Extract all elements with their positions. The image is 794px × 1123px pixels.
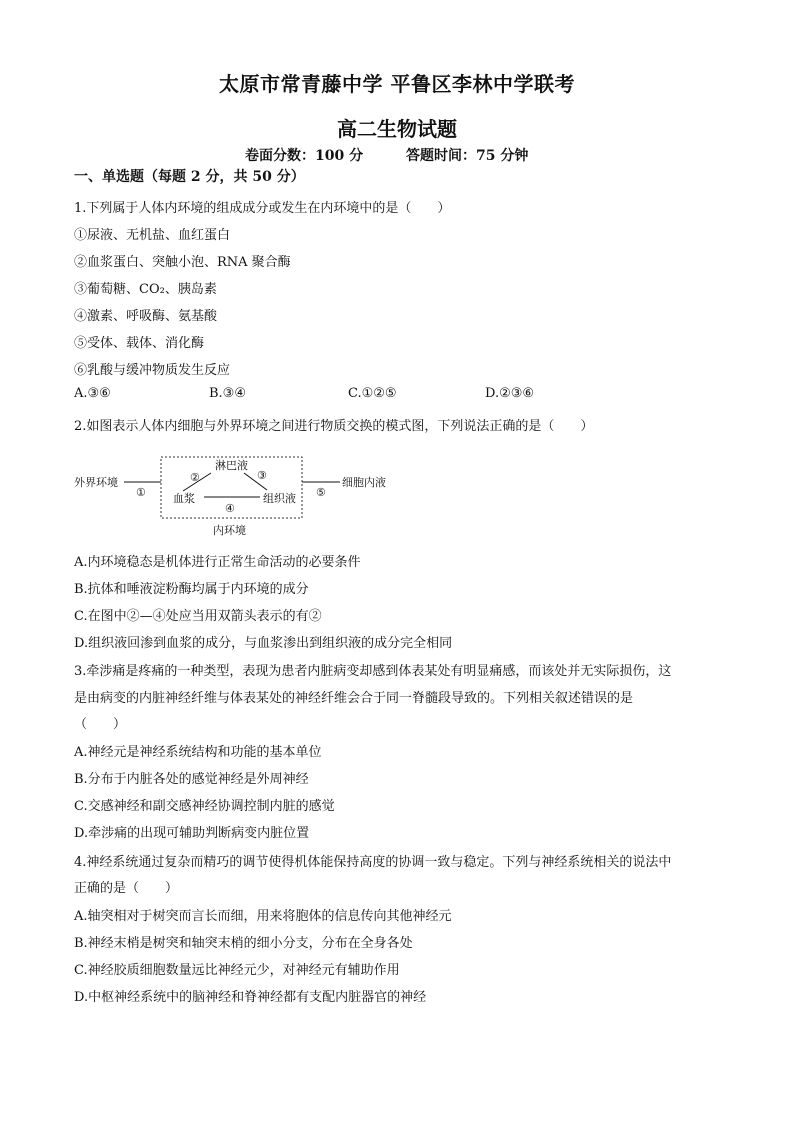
label-1: ① [136, 486, 146, 499]
exam-title: 太原市常青藤中学 平鲁区李林中学联考 [219, 72, 575, 96]
time-label: 答题时间：75 分钟 [405, 148, 529, 164]
label-internal-environment: 内环境 [213, 524, 246, 537]
q4-stem-line1: 4.神经系统通过复杂而精巧的调节使得机体能保持高度的协调一致与稳定。下列与神经系统相关的说法中 [74, 855, 672, 870]
score-label: 卷面分数：100 分 [245, 148, 364, 164]
q4-option-a: A.轴突相对于树突而言长而细，用来将胞体的信息传向其他神经元 [74, 909, 452, 924]
q1-item: ①尿液、无机盐、血红蛋白 [74, 228, 231, 243]
q1-item: ③葡萄糖、CO₂、胰岛素 [74, 282, 217, 297]
q4-option-d: D.中枢神经系统中的脑神经和脊神经都有支配内脏器官的神经 [74, 990, 427, 1005]
label-2: ② [190, 471, 200, 484]
label-cell-fluid: 细胞内液 [342, 476, 386, 489]
q2-option-d: D.组织液回渗到血浆的成分，与血浆渗出到组织液的成分完全相同 [74, 636, 453, 651]
q3-option-a: A.神经元是神经系统结构和功能的基本单位 [74, 745, 322, 760]
exchange-diagram [74, 450, 414, 545]
q3-option-b: B.分布于内脏各处的感觉神经是外周神经 [74, 772, 309, 787]
q1-stem: 1.下列属于人体内环境的组成成分或发生在内环境中的是（ ） [74, 201, 451, 216]
exam-subtitle: 高二生物试题 [337, 117, 457, 141]
q1-option-c: C.①②⑤ [348, 386, 397, 401]
exam-meta [245, 145, 566, 165]
label-5: ⑤ [316, 486, 326, 499]
q4-option-c: C.神经胶质细胞数量远比神经元少，对神经元有辅助作用 [74, 963, 400, 978]
label-3: ③ [257, 469, 267, 482]
q1-item: ②血浆蛋白、突触小泡、RNA 聚合酶 [74, 255, 291, 270]
q1-item: ⑥乳酸与缓冲物质发生反应 [74, 363, 231, 378]
q2-option-b: B.抗体和唾液淀粉酶均属于内环境的成分 [74, 582, 309, 597]
section-heading: 一、单选题（每题 2 分，共 50 分） [74, 169, 305, 185]
label-4: ④ [225, 502, 235, 515]
q2-option-a: A.内环境稳态是机体进行正常生命活动的必要条件 [74, 555, 361, 570]
q1-item: ⑤受体、载体、消化酶 [74, 336, 205, 351]
q3-stem-line1: 3.牵涉痛是疼痛的一种类型，表现为患者内脏病变却感到体表某处有明显痛感，而该处并无实际损伤，这 [74, 664, 672, 679]
label-outer-environment: 外界环境 [74, 476, 118, 489]
q1-option-a: A.③⑥ [74, 386, 111, 401]
q3-stem-line2: 是由病变的内脏神经纤维与体表某处的神经纤维会合于同一脊髓段导致的。下列相关叙述错误的是 [74, 691, 634, 706]
q1-option-d: D.②③⑥ [485, 386, 535, 401]
q4-option-b: B.神经末梢是树突和轴突末梢的细小分支，分布在全身各处 [74, 936, 413, 951]
q3-option-d: D.牵涉痛的出现可辅助判断病变内脏位置 [74, 826, 310, 841]
q1-option-b: B.③④ [209, 386, 246, 401]
label-plasma: 血浆 [173, 492, 195, 505]
q2-stem: 2.如图表示人体内细胞与外界环境之间进行物质交换的模式图，下列说法正确的是（ ） [74, 419, 594, 434]
label-lymph: 淋巴液 [215, 459, 248, 472]
q2-option-c: C.在图中②—④处应当用双箭头表示的有② [74, 609, 322, 624]
q3-option-c: C.交感神经和副交感神经协调控制内脏的感觉 [74, 799, 335, 814]
q3-stem-line3: （ ） [74, 717, 127, 732]
q1-item: ④激素、呼吸酶、氨基酸 [74, 309, 218, 324]
label-tissue-fluid: 组织液 [263, 492, 296, 505]
q4-stem-line2: 正确的是（ ） [74, 881, 179, 896]
